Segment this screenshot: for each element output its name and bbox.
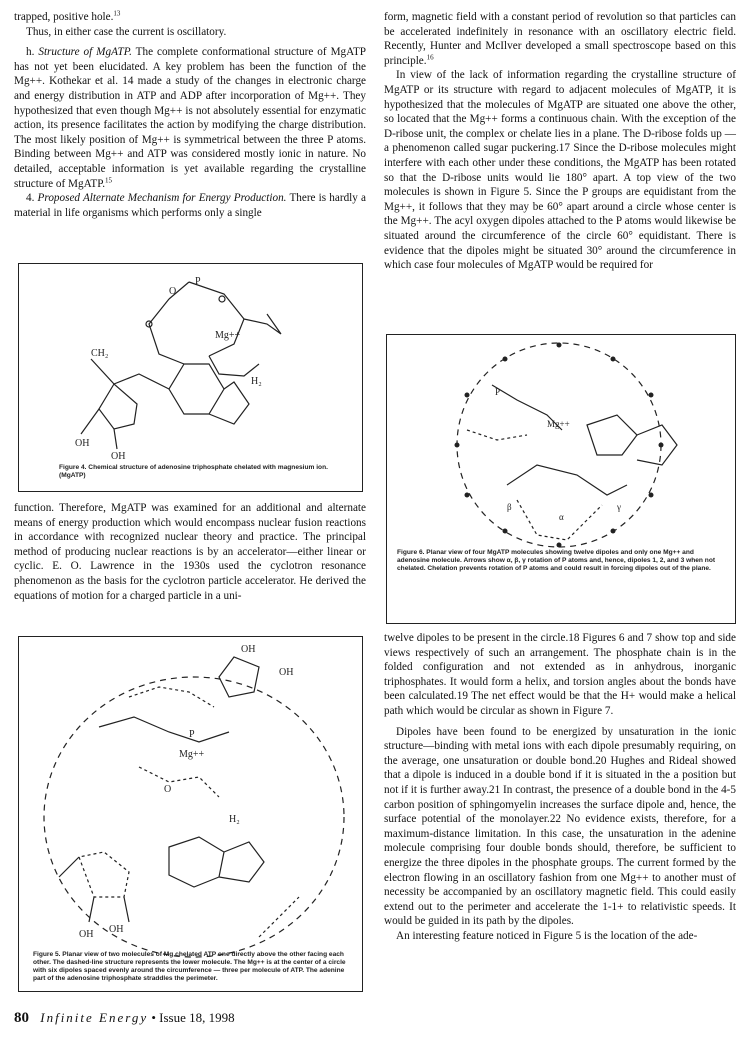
- issue-info: • Issue 18, 1998: [151, 1010, 235, 1025]
- svg-text:O: O: [164, 784, 172, 795]
- page-number: 80: [14, 1010, 29, 1026]
- figure-6-structure-drawing: [387, 335, 735, 623]
- section-h-paragraph: h. Structure of MgATP. The complete conformational structure of MgATP has not yet been elucidated. A key problem has been the function of the Mg++. Kothekar et al. 14 made a study of the changes in electronic charge and energy distribution in ATP and ADP after incorporation of Mg++. They hypothesized that even though Mg++ is not absolutely essential for enzymatic action, its presence facilitates the action by modifying the charge distribution. The most likely position of Mg++ is symmetrical between the three P atoms. Binding between Mg++ and ATP was considered mostly ionic in nature. No detailed, acceptable information is yet available regarding the crystalline structure of MgATP.$^{15}$: [14, 46, 367, 190]
- svg-text:β: β: [507, 502, 512, 512]
- svg-text:OH: OH: [279, 667, 294, 678]
- svg-text:P: P: [195, 276, 201, 287]
- figure-4-structure-drawing: [19, 264, 362, 491]
- svg-text:H₂: H₂: [229, 814, 240, 825]
- svg-text:CH₂: CH₂: [91, 348, 109, 359]
- svg-text:OH: OH: [79, 929, 94, 940]
- figure-5: [18, 636, 363, 992]
- page-footer: [14, 1010, 235, 1027]
- figure-4: [18, 263, 363, 492]
- paragraph: Dipoles have been found to be energized by unsaturation in the ionic structure—binding with metal ions with each dipole presumably requiring, on the average, one unsaturation or double bond.20 Hughes and Rideal showed that a dipole is induced in a double bond if it is situated in the a position but not if it is further away.21 In contrast, the presence of a double bond in the 4-5 carbon position of sphingomyelin increases the surface dipole and, hence, the surface potential of the monolayer.22 No evidence exists, therefore, for a maximum-distance limitation. In this case, the unsaturation in the adenine molecule comprising four double bonds should, therefore, be sufficient to energize the three dipoles in the phosphate groups. The current formed by the electron flowing in an oscillatory fashion from one Mg++ to another must of necessity be accompanied by an oscillatory magnetic field. This could easily extend out to the perimeter and accelerate the 1-1+ to relativistic speeds. It would be guided in its path by the dipoles.: [384, 725, 736, 928]
- svg-text:H₂: H₂: [251, 376, 262, 387]
- section-heading: Structure of MgATP.: [38, 46, 132, 59]
- paragraph: twelve dipoles to be present in the circle.18 Figures 6 and 7 show top and side views respectively of such an arrangement. The phosphate chain is in the folded configuration and not extended as in anhydrous, inorganic triphosphates. It would form a helix, and torsion angles about the bonds have been calculated.19 The net effect would be that the H+ would make a helical path which would be circular as shown in Figure 7.: [384, 632, 736, 717]
- paragraph: trapped, positive hole.$^{13}$: [14, 9, 121, 23]
- figure-6-caption: Figure 6. Planar view of four MgATP molecules showing twelve dipoles and only one Mg++ and adenosine molecule. Arrows show α, β, γ rotation of P atoms and, hence, dipoles 1, 2, and 3 when not chelated. Chelation prevents rotation of P atoms and could result in forcing dipoles out of the plane.: [397, 549, 716, 572]
- svg-text:OH: OH: [241, 644, 256, 655]
- svg-text:P: P: [495, 387, 501, 397]
- svg-text:Mg++: Mg++: [547, 419, 570, 429]
- left-column-middle: [14, 501, 366, 603]
- magazine-title: Infinite Energy: [40, 1010, 149, 1025]
- paragraph: Thus, in either case the current is oscillatory.: [26, 25, 227, 38]
- figure-6: [386, 334, 736, 624]
- section-4-paragraph: 4. Proposed Alternate Mechanism for Energy Production. There is hardly a material in life organisms which performs only a single: [14, 192, 366, 219]
- svg-text:α: α: [559, 512, 564, 522]
- paragraph: form, magnetic field with a constant period of revolution so that particles can be accelerated indefinitely in resonance with an oscillatory electric field. Recently, Hunter and McIlver developed a small spectroscope based on this principle.$^{16}$: [384, 11, 736, 67]
- section-heading: Proposed Alternate Mechanism for Energy Production.: [37, 192, 287, 205]
- left-column-top: [14, 10, 366, 220]
- svg-text:Mg++: Mg++: [179, 749, 205, 760]
- svg-text:P: P: [189, 729, 195, 740]
- paragraph: An interesting feature noticed in Figure 5 is the location of the ade-: [396, 929, 698, 942]
- svg-text:γ: γ: [617, 502, 621, 512]
- right-column-bottom: [384, 631, 736, 943]
- paragraph: In view of the lack of information regarding the crystalline structure of MgATP or its structure with regard to adjacent molecules of MgATP, it is hypothesized that the molecules of MgATP are situated one above the other, so located that the Mg++ forms a continuous chain. With the exception of the D-ribose unit, the complex or chelate lies in a plane. The D-ribose folds up — a phenomenon called sugar puckering.17 Since the D-ribose molecules might interfere with each other under these conditions, the MgATP has been rotated so that the D-ribose units would lie 180° apart. A top view of the two molecules is shown in Figure 5. Since the P groups are equidistant from the Mg++, it follows that they may be 60° apart around a circle whose center is the Mg++. The acyl oxygen dipoles attached to the P atoms would likewise be situated around the circumference of the circle 60° equidistant. There is evidence that the dipoles might be situated 30° around the circumference in which case four molecules of MgATP would be required for: [384, 69, 736, 272]
- svg-text:Mg++: Mg++: [215, 330, 241, 341]
- figure-4-caption: Figure 4. Chemical structure of adenosine triphosphate chelated with magnesium ion. (MgATP): [59, 464, 328, 479]
- svg-text:O: O: [169, 286, 177, 297]
- svg-text:OH: OH: [109, 924, 124, 935]
- right-column-top: [384, 10, 736, 273]
- paragraph: function. Therefore, MgATP was examined for an additional and alternate means of energy production which would encompass nuclear fusion reactions in accordance with recognized nuclear theory and practice. The principal method of producing nuclear reactions is by an accelerator—either linear or cyclic. E. O. Lawrence in the 1930s used the cyclotron resonance phenomenon as the basis for the cyclotron particle accelerator. He derived the equations of motion for a charged particle in a uni-: [14, 502, 366, 602]
- svg-text:OH: OH: [75, 438, 90, 449]
- figure-5-structure-drawing: [19, 637, 362, 991]
- figure-5-caption: Figure 5. Planar view of two molecules of Mg chelated ATP one directly above the other facing each other. The dashed-line structure represents the lower molecule. The Mg++ is at the center of a circle with six dipoles spaced evenly around the circumference — three per molecule of ATP. The adenine part of the adenosine triphosphate straddles the perimeter.: [33, 951, 346, 982]
- svg-text:OH: OH: [111, 451, 126, 462]
